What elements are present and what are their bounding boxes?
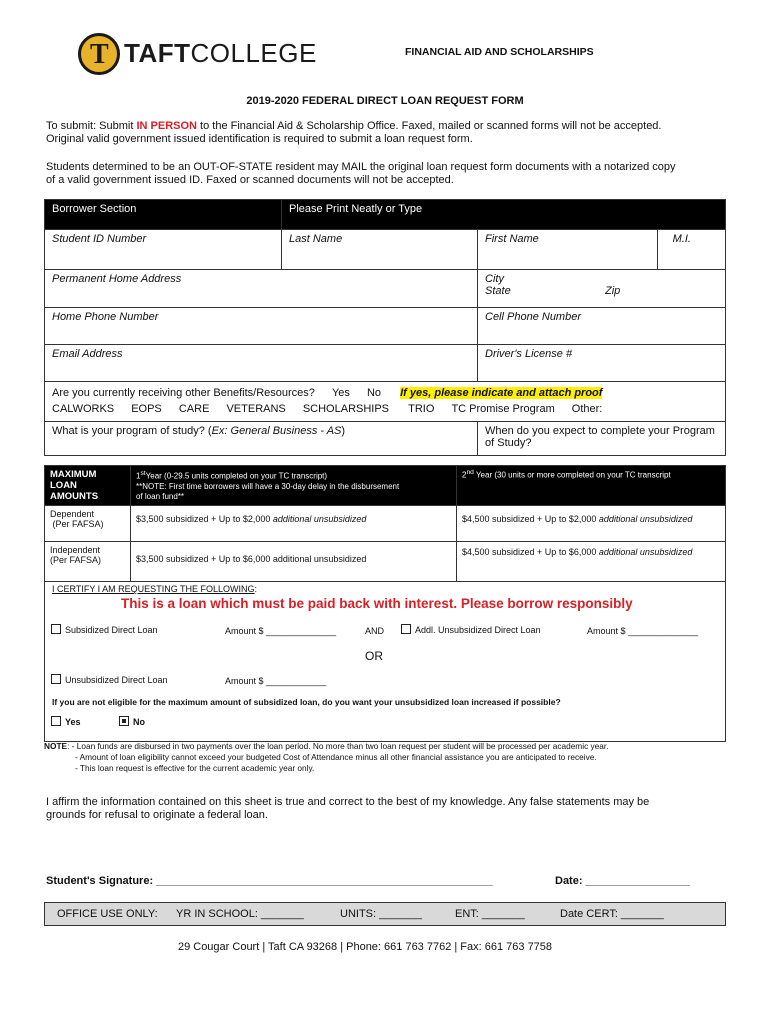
ent-field[interactable]: ENT: _______ [455, 908, 525, 920]
if-yes-note: If yes, please indicate and attach proof [400, 387, 603, 399]
department-title: FINANCIAL AID AND SCHOLARSHIPS [405, 46, 594, 58]
student-signature-line[interactable]: Student's Signature: _______________________________________________________ [46, 875, 493, 887]
date-cert-field[interactable]: Date CERT: _______ [560, 908, 664, 920]
signature-date-line[interactable]: Date: _________________ [555, 875, 690, 887]
out-of-state-instructions: Students determined to be an OUT-OF-STATE resident may MAIL the original loan request form documents with a notarized copy of a valid government issued ID. Faxed or scanned documents will not be accepted. [46, 161, 676, 186]
program-of-study-field[interactable]: What is your program of study? (Ex: General Business - AS) [45, 422, 478, 456]
yr-in-school-field[interactable]: YR IN SCHOOL: _______ [176, 908, 304, 920]
increase-yes-option[interactable]: Yes [51, 716, 81, 727]
office-use-box [44, 902, 726, 926]
cell-phone-field[interactable]: Cell Phone Number [478, 308, 726, 345]
increase-yes-checkbox[interactable] [51, 716, 61, 726]
first-year-header: 1stYear (0-29.5 units completed on your TC transcript) **NOTE: First time borrowers will have a 30-day delay in the disbursement of loan fund** [131, 466, 457, 506]
footer-address: 29 Cougar Court | Taft CA 93268 | Phone: 661 763 7762 | Fax: 661 763 7758 [177, 941, 553, 953]
first-name-field[interactable]: First Name [478, 230, 658, 270]
note-1: : - Loan funds are disbursed in two payments over the loan period. No more than two loan request per student will be processed per academic year. [67, 741, 609, 751]
benefit-other[interactable]: Other: [571, 403, 603, 415]
license-field[interactable]: Driver's License # [478, 345, 726, 382]
certify-section [44, 579, 726, 742]
dependent-first-year: $3,500 subsidized + Up to $2,000 additional unsubsidized [131, 506, 457, 542]
benefit-veterans[interactable]: VETERANS [226, 403, 286, 415]
benefits-row [45, 382, 726, 422]
note-2: - Amount of loan eligibility cannot exceed your budgeted Cost of Attendance minus all other financial assistance you are anticipated to receive. [75, 752, 597, 762]
loan-amounts-table [44, 465, 726, 582]
benefit-scholarships[interactable]: SCHOLARSHIPS [302, 403, 390, 415]
submit-instructions: To submit: Submit IN PERSON to the Financial Aid & Scholarship Office. Faxed, mailed or scanned forms will not be accepted. Original valid government issued identification is required to submit a loan request form. [46, 120, 662, 145]
borrower-table [44, 199, 726, 456]
city-label: City [485, 273, 504, 285]
addl-unsubsidized-checkbox[interactable] [401, 624, 411, 634]
completion-date-field[interactable]: When do you expect to complete your Program of Study? [478, 422, 726, 456]
subsidized-amount[interactable]: Amount $ ______________ [225, 626, 337, 636]
dependent-label: Dependent (Per FAFSA) [45, 506, 131, 542]
dependent-second-year: $4,500 subsidized + Up to $2,000 additional unsubsidized [457, 506, 726, 542]
benefit-calworks[interactable]: CALWORKS [52, 403, 115, 415]
unsubsidized-loan-option[interactable]: Unsubsidized Direct Loan [51, 674, 168, 685]
city-state-zip-field[interactable] [478, 270, 726, 308]
home-phone-field[interactable]: Home Phone Number [45, 308, 478, 345]
college-logo-seal [78, 33, 120, 75]
mi-field[interactable]: M.I. [658, 230, 726, 270]
increase-question: If you are not eligible for the maximum amount of subsidized loan, do you want your unsubsidized loan increased if possible? [52, 697, 561, 707]
increase-no-checkbox[interactable] [119, 716, 129, 726]
benefits-no[interactable]: No [366, 387, 382, 399]
address-field[interactable]: Permanent Home Address [45, 270, 478, 308]
affirmation: I affirm the information contained on this sheet is true and correct to the best of my knowledge. Any false statements may be grounds for refusal to originate a federal loan. [46, 796, 650, 821]
note-3: - This loan request is effective for the current academic year only. [75, 763, 315, 773]
notes [44, 741, 734, 774]
addl-unsubsidized-option[interactable]: Addl. Unsubsidized Direct Loan [401, 624, 541, 635]
benefit-care[interactable]: CARE [178, 403, 210, 415]
print-neatly-label: Please Print Neatly or Type [282, 200, 726, 230]
addl-unsubsidized-amount[interactable]: Amount $ ______________ [587, 626, 699, 636]
certify-label: I CERTIFY I AM REQUESTING THE FOLLOWING: [52, 584, 258, 594]
independent-label: Independent (Per FAFSA) [45, 542, 131, 582]
borrow-warning: This is a loan which must be paid back with interest. Please borrow responsibly [121, 596, 633, 611]
and-label: AND [365, 626, 385, 636]
benefits-question: Are you currently receiving other Benefits/Resources? [52, 387, 315, 399]
unsubsidized-checkbox[interactable] [51, 674, 61, 684]
benefit-eops[interactable]: EOPS [131, 403, 162, 415]
borrower-section-label: Borrower Section [45, 200, 282, 230]
form-title: 2019-2020 FEDERAL DIRECT LOAN REQUEST FORM [246, 95, 524, 107]
second-year-header: 2nd Year (30 units or more completed on your TC transcript [457, 466, 726, 506]
state-label: State [485, 285, 511, 297]
or-label: OR [365, 649, 383, 663]
logo-letter: T [90, 39, 109, 70]
college-name: TAFTCOLLEGE [124, 38, 317, 68]
last-name-field[interactable]: Last Name [282, 230, 478, 270]
units-field[interactable]: UNITS: _______ [340, 908, 422, 920]
increase-no-option[interactable]: No [119, 716, 145, 727]
office-use-label: OFFICE USE ONLY: [57, 908, 158, 920]
independent-second-year: $4,500 subsidized + Up to $6,000 additional unsubsidized [457, 542, 726, 582]
student-id-field[interactable]: Student ID Number [45, 230, 282, 270]
benefit-trio[interactable]: TRIO [408, 403, 435, 415]
unsubsidized-amount[interactable]: Amount $ ____________ [225, 676, 327, 686]
max-loan-label: MAXIMUM LOAN AMOUNTS [45, 466, 131, 506]
zip-label: Zip [605, 285, 621, 297]
subsidized-checkbox[interactable] [51, 624, 61, 634]
independent-first-year: $3,500 subsidized + Up to $6,000 additional unsubsidized [131, 542, 457, 582]
subsidized-loan-option[interactable]: Subsidized Direct Loan [51, 624, 158, 635]
benefits-yes[interactable]: Yes [331, 387, 350, 399]
note-label: NOTE [44, 741, 68, 751]
email-field[interactable]: Email Address [45, 345, 478, 382]
benefit-tc-promise[interactable]: TC Promise Program [451, 403, 555, 415]
